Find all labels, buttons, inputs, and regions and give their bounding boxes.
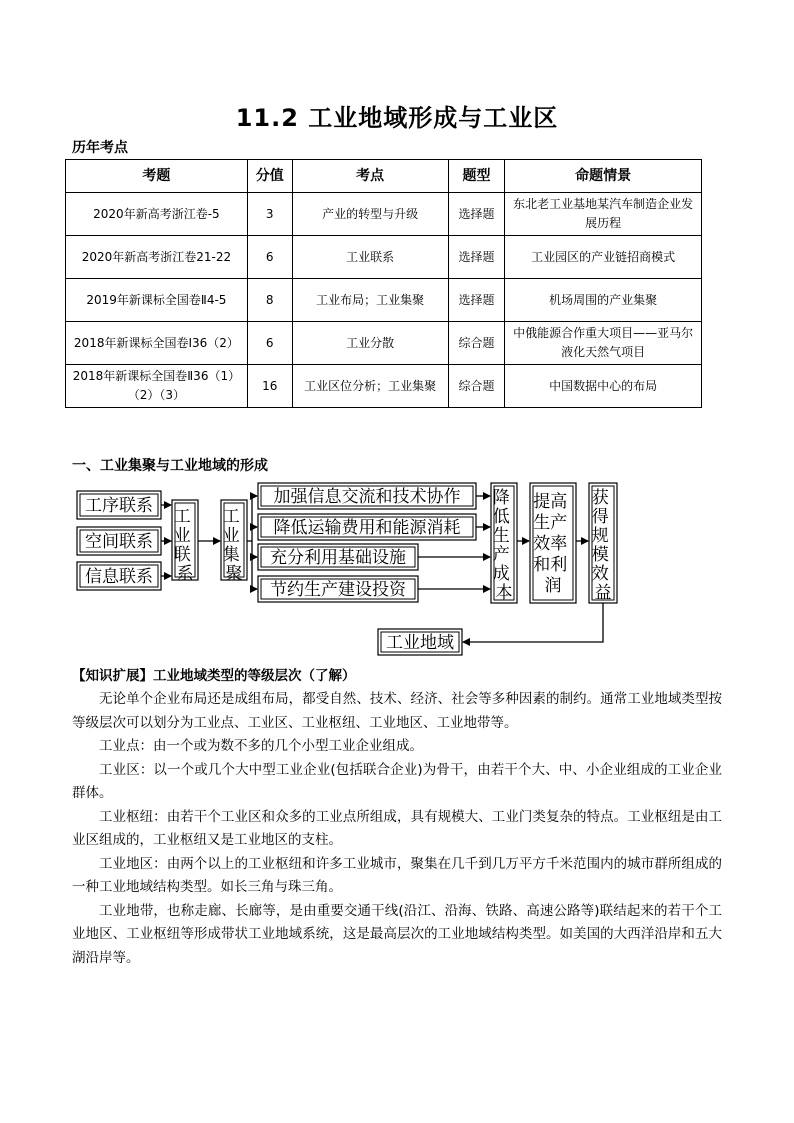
effect-label-infrastructure: 充分利用基础设施 [270,548,406,568]
paragraph: 工业地区：由两个以上的工业枢纽和许多工业城市，聚集在几千到几万平方千米范围内的城市群所组成的一种工业地域结构类型。如长三角与珠三角。 [72,855,722,895]
cell-scenario: 中俄能源合作重大项目——亚马尔液化天然气项目 [505,322,702,365]
paragraph: 无论单个企业布局还是成组布局，都受自然、技术、经济、社会等多种因素的制约。通常工业地域类型按等级层次可以划分为工业点、工业区、工业枢纽、工业地区、工业地带等。 [72,691,722,731]
cost-label: 降 低 生 产 成 本 [492,488,513,603]
link-box-info [77,562,161,590]
cell-scenario: 中国数据中心的布局 [505,365,702,408]
cell-score: 16 [247,365,292,408]
paragraph: 工业枢纽：由若干个工业区和众多的工业点所组成，具有规模大、工业门类复杂的特点。工业枢纽是由工业区组成的，工业枢纽又是工业地区的支柱。 [72,808,722,848]
cell-exam: 2020年新高考浙江卷-5 [66,193,248,236]
section-title: 一、工业集聚与工业地域的形成 [72,458,268,474]
link-box-space [77,527,161,555]
link-label-space: 空间联系 [85,532,153,552]
cell-scenario: 工业园区的产业链招商模式 [505,236,702,279]
agglomeration-box [221,500,247,584]
effect-box-infrastructure [258,544,418,570]
header-type: 题型 [448,160,505,193]
paragraph: 工业点：由一个或为数不多的几个小型工业企业组成。 [99,738,423,754]
benefit-box [589,483,617,603]
cell-point: 工业联系 [292,236,448,279]
cell-exam: 2018年新课标全国卷Ⅱ36（1）（2）（3） [66,365,248,408]
header-scenario: 命题情景 [505,160,702,193]
cell-exam: 2020年新高考浙江卷21-22 [66,236,248,279]
cell-score: 8 [247,279,292,322]
effect-box-info [258,483,476,509]
cell-score: 6 [247,322,292,365]
paragraph: 工业区：以一个或几个大中型工业企业(包括联合企业)为骨干，由若干个大、中、小企业组成的工业企业群体。 [72,761,722,801]
knowledge-expand-title: 【知识扩展】工业地域类型的等级层次（了解） [72,668,356,684]
cell-score: 3 [247,193,292,236]
cell-exam: 2018年新课标全国卷Ⅰ36（2） [66,322,248,365]
page-title: 11.2 工业地域形成与工业区 [235,104,559,132]
industry-link-box [172,500,198,584]
cell-point: 工业布局；工业集聚 [292,279,448,322]
cell-point: 工业区位分析；工业集聚 [292,365,448,408]
region-label: 工业地域 [386,633,454,653]
industry-link-label: 工 业 联 系 [173,507,194,584]
cell-point: 工业分散 [292,322,448,365]
effect-label-transport: 降低运输费用和能源消耗 [273,518,461,538]
paragraph: 工业地带，也称走廊、长廊等，是由重要交通干线(沿江、沿海、铁路、高速公路等)联结起来的若干个工业地区、工业枢纽等形成带状工业地域系统，这是最高层次的工业地域结构类型。如美国的大西洋沿岸和五大湖沿岸等。 [72,902,722,966]
effect-box-investment [258,576,418,602]
header-point: 考点 [292,160,448,193]
link-label-process: 工序联系 [85,496,153,516]
cell-type: 选择题 [448,279,505,322]
effect-label-info: 加强信息交流和技术协作 [273,487,461,507]
link-label-info: 信息联系 [85,567,153,587]
cell-type: 选择题 [448,193,505,236]
cell-point: 产业的转型与升级 [292,193,448,236]
cost-box [491,483,517,603]
history-label: 历年考点 [72,140,128,156]
benefit-label: 获 得 规 模 效 益 [591,488,612,603]
header-exam: 考题 [66,160,248,193]
efficiency-box [530,483,576,603]
cell-score: 6 [247,236,292,279]
cell-type: 选择题 [448,236,505,279]
link-box-process [77,491,161,519]
efficiency-label: 提高 生产 效率 和利 润 [533,492,568,596]
effect-label-investment: 节约生产建设投资 [270,580,406,600]
cell-scenario: 东北老工业基地某汽车制造企业发展历程 [505,193,702,236]
agglomeration-label: 工 业 集 聚 [222,507,243,584]
cell-exam: 2019年新课标全国卷Ⅱ4-5 [66,279,248,322]
effect-box-transport [258,514,476,540]
cell-type: 综合题 [448,322,505,365]
cell-type: 综合题 [448,365,505,408]
body-text [72,688,722,970]
cell-scenario: 机场周围的产业集聚 [505,279,702,322]
header-score: 分值 [247,160,292,193]
region-box [378,629,462,655]
